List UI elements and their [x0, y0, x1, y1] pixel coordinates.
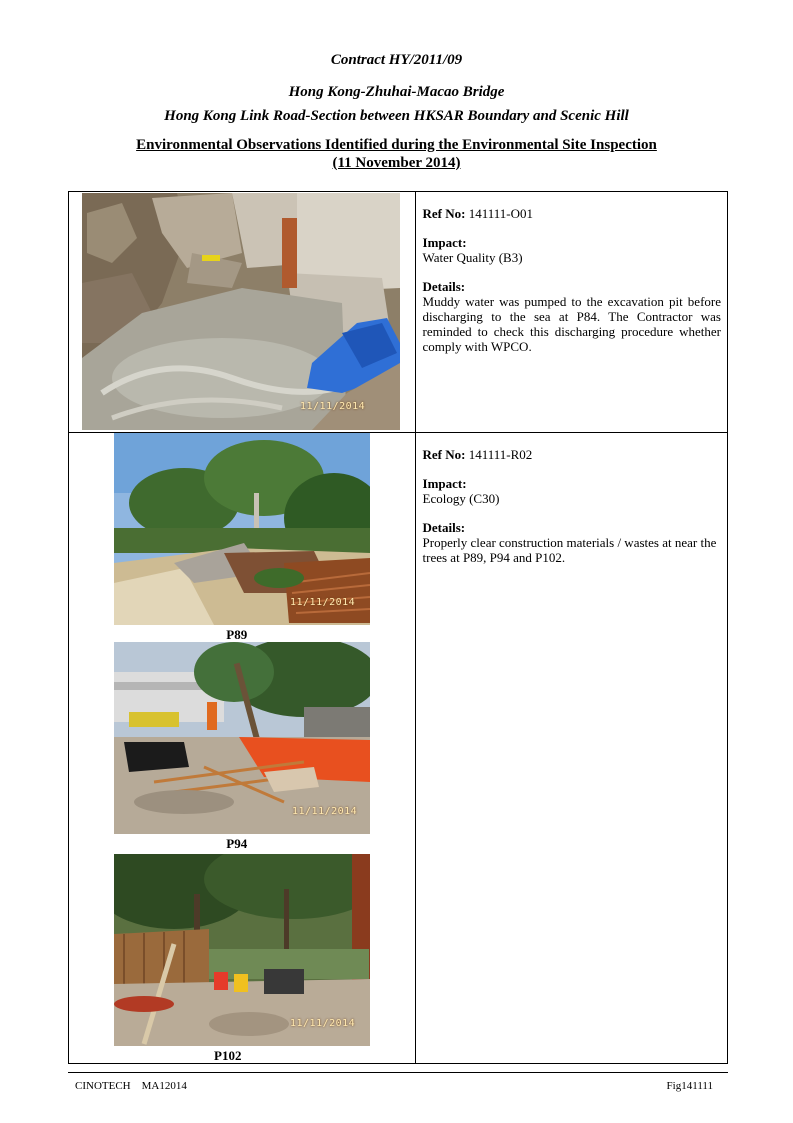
photo-caption-p89: P89 [226, 627, 248, 642]
project-title: Hong Kong-Zhuhai-Macao Bridge [288, 84, 505, 100]
site-photo-excavation-pit [82, 193, 400, 430]
details-label: Details: [422, 279, 466, 294]
details-cell [415, 192, 727, 433]
photo-caption-p102: P102 [214, 1048, 242, 1063]
photo-cell [69, 192, 416, 433]
observations-table [68, 191, 728, 1064]
photo-date-stamp: 11/11/2014 [292, 806, 358, 817]
ref-label: Ref No: [422, 206, 466, 221]
impact-value: Ecology (C30) [422, 491, 500, 506]
observation-row [69, 192, 728, 433]
photo-date-stamp: 11/11/2014 [300, 401, 366, 412]
ref-label: Ref No: [422, 447, 466, 462]
section-title: Hong Kong Link Road-Section between HKSAR Boundary and Scenic Hill [164, 108, 629, 124]
impact-value: Water Quality (B3) [422, 250, 523, 265]
report-date: (11 November 2014) [332, 155, 461, 171]
details-text: Properly clear construction materials / wastes at near the trees at P89, P94 and P102. [422, 535, 717, 565]
observation-row [69, 433, 728, 1064]
footer-right: Fig141111 [666, 1080, 713, 1092]
footer-rule [68, 1072, 728, 1073]
contract-title: Contract HY/2011/09 [330, 52, 463, 68]
ref-number: 141111-R02 [468, 447, 533, 462]
site-photo-p102 [114, 854, 370, 1046]
site-photo-p89 [114, 433, 370, 625]
ref-number: 141111-O01 [468, 206, 534, 221]
site-photo-p94 [114, 642, 370, 834]
impact-label: Impact: [422, 476, 467, 491]
report-title: Environmental Observations Identified during the Environmental Site Inspection [136, 137, 657, 153]
photo-cell [69, 433, 416, 1064]
photo-date-stamp: 11/11/2014 [290, 597, 356, 608]
impact-label: Impact: [422, 235, 467, 250]
footer-left: CINOTECH MA12014 [75, 1080, 187, 1092]
photo-date-stamp: 11/11/2014 [290, 1018, 356, 1029]
details-cell [415, 433, 727, 1064]
details-text: Muddy water was pumped to the excavation pit before discharging to the sea at P84. The Contractor was reminded to check this discharging procedure whether comply with WPCO. [422, 294, 721, 354]
details-label: Details: [422, 520, 466, 535]
excavation-pit-image [82, 193, 400, 430]
photo-caption-p94: P94 [226, 836, 248, 851]
